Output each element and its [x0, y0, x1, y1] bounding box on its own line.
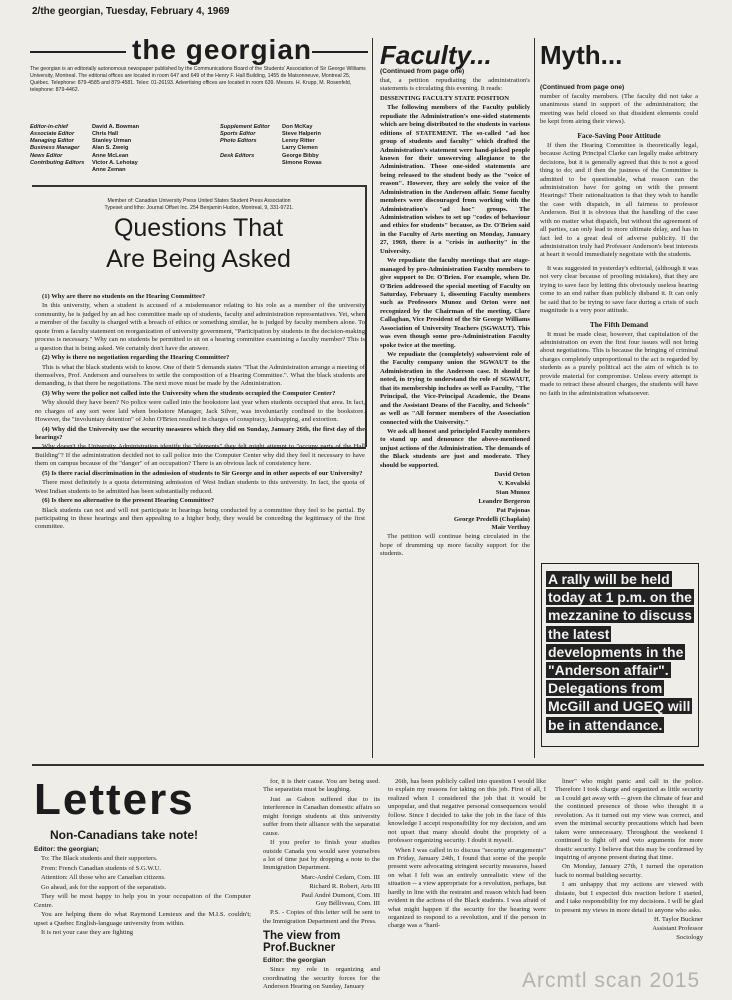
- letter-paragraph: To: The Black students and their supporters.: [41, 855, 158, 863]
- buckner-headline: The view from Prof.Buckner: [263, 930, 341, 955]
- staff-role: Editor-in-chief: [30, 124, 68, 130]
- signer-name: Guy Bélliveau, Com. III: [315, 900, 380, 908]
- faculty-paragraph: We repudiate the faculty meetings that are stage-managed by pro-Administration Faculty members to give support to Dr. O'Brien. For example, when Dr. O'Brien addressed the special meeting of Faculty on Saturday, February 1, dissenting Faculty members such as Professors Munoz and Orton were not recognized by the Chairman of the meeting, Clare Callaghan, Vice President of the Sir George Williams Association of University Teachers (SGWAUT). This was even though some pro-Administration Faculty spoke twice at the meeting.: [380, 257, 530, 349]
- masthead-title-bar: [30, 34, 368, 66]
- questions-title-line2: Are Being Asked: [106, 244, 291, 273]
- letter-paragraph: Attention: All those who are Canadian citizens.: [41, 874, 166, 882]
- staff-name: Anne Zeman: [92, 166, 126, 173]
- myth-paragraph: It must be made clear, however, that capitulation of the administration on even the first four issues will not bring about negotiations. This is because the bringing of criminal charges completely unproportional to the act is regarded by students as a purely political act the aim of which is to provide material for compromise. Unless every attempt is made to retract these absurd charges, the students will have no faith in the administration whatsoever.: [540, 330, 698, 397]
- rally-notice-text: A rally will be held today at 1 p.m. on the mezzanine to discuss the latest developments in the "Anderson affair". Delegations from McGill and UGEQ will be in attendance.: [548, 571, 692, 733]
- column-rule-1: [372, 38, 373, 758]
- continued-note: (Continued from page one): [380, 68, 465, 75]
- question-item: [35, 497, 365, 532]
- buckner-paragraphs: [555, 778, 703, 915]
- buckner-paragraph: liner" who might panic and call in the police. Therefore I took charge and organized as little security as I could get away with -- given the climate of fear and the continued presence of those who thought it a revolution. As it turned out my view was correct, and even the minimal security precautions which had been taken were unnecessary. Throughout the weekend I continued to fight off and veto arguments for more drastic security. I believe that this may be confirmed by inquiring of anyone present during that time.: [555, 778, 703, 861]
- staff-role: Managing Editor: [30, 138, 74, 145]
- signer-name: Mair Verthuy: [491, 524, 530, 532]
- staff-name: David A. Bowman: [92, 124, 140, 130]
- questions-body: [35, 293, 365, 533]
- staff-name: Larry Clemen: [282, 145, 318, 152]
- answer-text: In this university, when a student is accused of a misdemeanor relating to his role as a member of the university community, he is judged by an ad hoc committee made up of students, faculty and administration representatives. Yet, when a member of the faculty is charged with a breach of ethics or something similar, he is judged by faculty members alone. To quote from a faculty statement on reorganization of university government, "Participation by students in the decision-making process is necessary." Why can no students be permitted to sit on a hearing committee examining a faculty member? This is a question that is being asked. We certainly don't have the answer.: [35, 302, 365, 352]
- signer-name: V. Kovalski: [497, 480, 530, 488]
- faculty-headline: Faculty...: [380, 40, 492, 70]
- rally-notice-box: [541, 563, 699, 747]
- letters-subheadline: Non-Canadians take note!: [50, 828, 199, 842]
- buckner-editor-line: Editor: the georgian: [263, 957, 326, 965]
- myth-article: [540, 84, 698, 399]
- typeset-line: Typeset and litho: Journal Offset Inc. 254 Benjamin Hudon, Montreal, 9, 331-9721.: [104, 205, 294, 212]
- faculty-paragraph: We ask all honest and principled Faculty members to stand up and denounce the above-mentioned unjust actions of the Administration. The demands of the Black students are just and moderate. They should be supported.: [380, 427, 530, 469]
- staff-row: [30, 153, 139, 160]
- signer-name: Richard R. Robert, Arts III: [309, 882, 380, 890]
- letter-paragraph: for, it is their cause. You are being used. The separatists must be laughing.: [263, 778, 380, 794]
- page-header: 2/the georgian, Tuesday, February 4, 1969: [32, 6, 230, 17]
- answer-text: This is what the black students wish to know. One of their 5 demands states "That the Administration arrange a meeting of themselves, Prof. Anderson and ourselves to settle the composition of a Hearing Committee.". What the black students are demanding, is that there be negotiations. The next move must be made by the Administration.: [35, 363, 365, 388]
- answer-text: Black students can not and will not participate in hearings being conducted by a committee they feel to be partial. By participating in these hearings and then appealing to a higher body, they would be conceding the legitimacy of the first committee.: [35, 506, 365, 531]
- buckner-paragraph: On Monday, January 27th, I turned the operation back to normal building security.: [555, 863, 703, 879]
- staff-row: [220, 153, 322, 160]
- letters-column-2: [263, 778, 380, 993]
- staff-row: [220, 131, 322, 138]
- signer-name: Paul André Dumont, Com. III: [301, 891, 380, 899]
- myth-subhead: The Fifth Demand: [589, 319, 649, 329]
- letter-paragraph: It is not your case they are fighting: [41, 928, 134, 936]
- question-item: [35, 390, 365, 425]
- question-item: [35, 293, 365, 353]
- answer-text: There most definitely is a quota determining admission of West Indian students to this university. In fact, the quota of West Indian students to be admitted has been substantially reduced.: [35, 479, 365, 495]
- signature-line: H. Taylor Buckner: [653, 916, 703, 923]
- column-rule-2: [534, 38, 535, 758]
- letter-paragraph: Editor: the georgian;: [34, 846, 99, 853]
- faculty-article: [380, 68, 530, 560]
- staff-row: [220, 138, 322, 145]
- question-text: (3) Why were the police not called into the University when the students occupied the Computer Center?: [42, 389, 336, 397]
- myth-paragraph: If then the Hearing Committee is theoretically legal, because Acting Principal Clarke can legally make arbitrary decisions, but it is generally agreed that this is not a good thing to do; and if then the justness of the Committee is admitted to be questionable, what reason can the administration have for going on with the present Hearings? Their rationalization is that they wish to handle the case with dispatch, in all fairness to professor Anderson. But it is obvious that the handling of the case with no matter what dispatch, but without the agreement of all parties, can only lead to more ultimate delay, and has in fact led to a great deal of adverse publicity. If the administration truly had Professor Anderson's best interests at heart it would immediately negotiate with the students.: [540, 141, 698, 259]
- letter-paragraph: Go ahead, ask for the support of the separatists.: [41, 883, 167, 891]
- letters-headline: Letters: [34, 775, 195, 824]
- letter-paragraph: You are helping them do what Raymond Lemieux and the M.I.S. couldn't; upset a Quebec English-language university from within.: [34, 911, 251, 927]
- staff-row: [220, 160, 322, 167]
- continued-note: (Continued from page one): [540, 84, 625, 91]
- question-item: [35, 470, 365, 496]
- letter-paragraph: They will be most happy to help you in your occupation of the Computer Centre.: [34, 893, 251, 909]
- question-text: (5) Is there racial discrimination in the admission of students to Sir George and in other aspects of our University?: [42, 469, 363, 477]
- signer-name: Leandre Bergeron: [478, 497, 530, 505]
- faculty-closing: The petition will continue being circulated in the hope of drumming up more faculty support for the students.: [380, 533, 530, 558]
- scan-watermark: Arcmtl scan 2015: [522, 969, 701, 992]
- letter-paragraph: Just as Gabon suffered due to its interference in Canadian domestic affairs so might foreign students at this university suffer from their alliance with the separatist cause.: [263, 795, 380, 837]
- faculty-signers: [380, 471, 530, 533]
- questions-title: [32, 213, 365, 274]
- answer-text: Why should they have been? No police were called into the bookstore last year when students occupied that area. In fact, no charges of any sort were laid when bookstore Manager, Jack Silver, was involuntarily confined to the bookstore. However, the "involuntary detention" of John O'Brien resulted in charges of conspiracy, kidnapping, and extortion.: [35, 399, 365, 424]
- buckner-signature: [555, 916, 703, 943]
- questions-rule-right: [365, 185, 367, 447]
- question-text: (2) Why is there no negotiation regarding the Hearing Committee?: [42, 354, 230, 362]
- masthead-rule-left: [30, 51, 126, 53]
- signer-name: David Orton: [494, 471, 530, 479]
- staff-role: Sports Editor: [220, 131, 256, 138]
- question-text: (4) Why did the University use the security measures which they did on Sunday, January 26th, the first day of the hearings?: [35, 425, 365, 441]
- staff-name: Alan S. Zweig: [92, 145, 129, 152]
- letters-column-3: [388, 778, 546, 932]
- buckner-paragraph: When I was called in to discuss "security arrangements" on Friday, January 24th, I found that some of the people present were advocating stringent security measures, based on what I felt was an entirely unrealistic view of the situation -- a view appropriate for a revolution, perhaps, but hardly in line with the restraint and reason which had been evident in the actions of the Black students. I was afraid of what might happen if the security for the hearing were organized to respond to a revolution, and if the person in charge was a "hard-: [388, 846, 546, 930]
- letters-column-4: [555, 778, 703, 943]
- letter-signers: [263, 874, 380, 910]
- signature-line: Sociology: [676, 933, 703, 941]
- buckner-paragraph: 26th, has been publicly called into question I would like to explain my reasons for taking on this job. First of all, I realized when I considered the job that it would be unpopular, and that negative personal consequences would follow. Since I decided to take the job in the face of this knowledge I accept responsibility for my decision, and am not upset that many should doubt the propriety of a professor organizing security. I doubt it myself.: [388, 778, 546, 845]
- staff-row: [30, 131, 139, 138]
- staff-row: [30, 167, 139, 174]
- staff-list-left: [30, 124, 139, 174]
- staff-row: [220, 145, 322, 152]
- staff-row: [30, 138, 139, 145]
- myth-subhead: Face-Saving Poor Attitude: [577, 130, 661, 140]
- letter-paragraphs: [263, 778, 380, 873]
- staff-role: Business Manager: [30, 145, 80, 152]
- staff-role: News Editor: [30, 152, 63, 159]
- staff-row: [220, 124, 322, 131]
- letter-postscript: P.S. - Copies of this letter will be sent to the Immigration Department and the Press.: [263, 909, 380, 925]
- answer-text: Why doesn't the University Administration identify the "elements" they felt might attempt to "occupy parts of the Hall Building"? If the administration decided not to call police into the Computer Center why did they feel it necessary to have them on campus because of the "danger" of an occupation? There is an obvious lack of consistency here.: [35, 443, 365, 468]
- myth-paragraph: It was suggested in yesterday's editorial, (although it was not very clear because of proofing mistakes), that they are trying to save face by letting this obviously useless hearing come to an end rather than publicly disband it. It can only be said that to be trying to save face during a crisis of such magnitude is a very poor attitude.: [540, 264, 698, 315]
- questions-rule-top: [32, 185, 366, 187]
- masthead-description: The georgian is an editorially autonomous newspaper published by the Communications Board of the Students' Association of Sir George Williams University, Montreal. The editorial offices are located in room 647 and 649 of the Henry F. Hall Building, 1455 de Maisonneuve, Montreal 25, Québec. Telephone: 879-4585 and 879-4581. Telex: 01-26193. Advertising offices are located in room 639. Messrs. H. Krupp, M. Rosenfeld, telephone: 879-4462.: [30, 66, 366, 94]
- questions-title-line1: Questions That: [113, 214, 284, 242]
- staff-list-right: [220, 124, 322, 167]
- buckner-paragraph: I am unhappy that my actions are viewed with distaste, but I expected this reaction before I started, and I take responsibility for my decisions. I will be glad to present my views in more detail to anyone who asks.: [555, 881, 703, 914]
- staff-row: [30, 124, 139, 131]
- staff-role: Associate Editor: [30, 131, 75, 138]
- signer-name: Marc-André Cedam, Com. III: [301, 873, 380, 881]
- staff-name: George Bibby: [282, 152, 319, 159]
- staff-name: Steve Halperin: [282, 131, 321, 138]
- staff-name: Anne McLean: [92, 152, 129, 159]
- section-rule: [32, 764, 704, 766]
- question-text: (1) Why are there no students on the Hearing Committee?: [42, 293, 206, 300]
- staff-role: Supplement Editor: [220, 124, 270, 130]
- staff-name: Chris Hall: [92, 131, 119, 138]
- question-item: [35, 354, 365, 389]
- letters-column-1: [34, 846, 251, 938]
- masthead-name: the georgian: [132, 34, 313, 65]
- faculty-intro: that, a petition repudiating the administration's statements is circulating this evening. It reads:: [380, 77, 530, 93]
- staff-role: Desk Editors: [220, 152, 255, 159]
- question-item: [35, 426, 365, 469]
- signer-name: Pat Pajonas: [496, 506, 530, 514]
- member-line: Member of: Canadian University Press United States Student Press Association: [107, 198, 291, 204]
- myth-headline: Myth...: [540, 40, 623, 70]
- staff-name: Don McKay: [282, 124, 313, 130]
- staff-role: Contributing Editors: [30, 159, 85, 166]
- staff-name: Victor A. Lehotay: [92, 159, 138, 166]
- letter-paragraph: From: French Canadian students of S.G.W.U.: [41, 864, 162, 872]
- letter-paragraph: If you prefer to finish your studies outside Canada you would save yourselves a lot of time just by dropping a note to the Immigration Department.: [263, 839, 380, 872]
- staff-role: Photo Editors: [220, 138, 257, 145]
- faculty-subhead: DISSENTING FACULTY STATE POSITION: [380, 94, 510, 102]
- staff-name: Stanley Urman: [92, 138, 132, 145]
- staff-row: [30, 160, 139, 167]
- masthead-rule-right: [312, 51, 368, 53]
- signer-name: Stan Munoz: [495, 488, 530, 496]
- signature-line: Assistant Professor: [652, 924, 703, 932]
- question-text: (6) Is there no alternative to the present Hearing Committee?: [42, 497, 215, 505]
- myth-paragraph: number of faculty members. (The faculty did not take a unanimous stand in support of the administration; the meeting was held closed so that dissident elements could be kept from airing their views).: [540, 93, 698, 126]
- buckner-paragraph: Since my role in organizing and coordinating the security forces for the Anderson Hearing on Sunday, January: [263, 966, 380, 991]
- faculty-paragraph: We repudiate the (completely) subservient role of the Faculty company union the SGWAUT to the Administration in the Anderson case. It should be noted, in trying to understand the role of SGWAUT, that its membership includes as well as Faculty, "The Principal, the Vice-Principal Academic, the Deans and the Assistant Deans of the Faculty, and Schools" as well as "All former members of the Association connected with the University.": [380, 351, 530, 426]
- staff-row: [30, 145, 139, 152]
- faculty-paragraph: The following members of the Faculty publicly repudiate the Administration's one-sided statements which are being distributed to the students in various editions of STATEMENT. The so-called "ad hoc group of students and faculty" which drafted the Administration's statement were hand-picked people known for their unswerving allegiance to the Administration. Those one-sided statements are being released to the student body as the "voice of reason". However, they are solely the voice of the Administration in the Anderson affair. Some faculty members were discouraged from working with the Administration's "ad hoc" groups. The Administration wishes to set up "codes of behaviour and ethics for students" because, as Dr. O'Brien said in the Faculty of Arts meeting on Monday, January 27, 1969, there is a "crisis in authority" in the University.: [380, 104, 530, 255]
- staff-name: Simone Rowas: [282, 159, 322, 166]
- signer-name: George Predelli (Chaplain): [453, 515, 530, 523]
- staff-name: Lenny Ritter: [282, 138, 315, 145]
